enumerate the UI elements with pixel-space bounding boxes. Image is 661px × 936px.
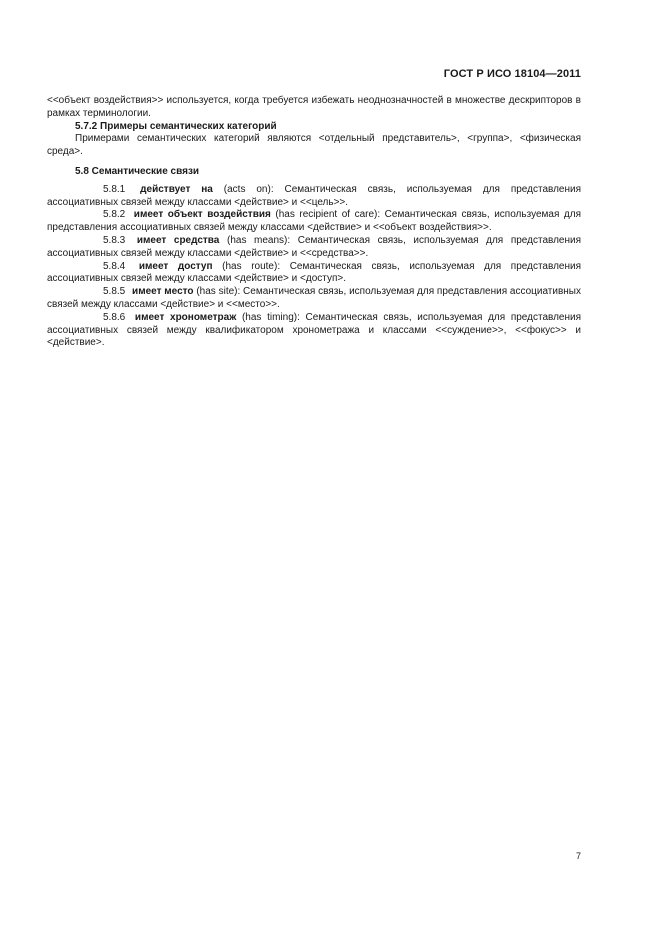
item-text: (has site): Семантическая связь, используемая для представления ассоциативных связей между классами <действие> и <<место>>.	[47, 286, 581, 310]
item-number: 5.8.5	[103, 286, 126, 298]
definition-item	[47, 235, 581, 261]
item-term: имеет объект воздействия	[133, 209, 271, 221]
definition-item	[47, 261, 581, 287]
item-number: 5.8.4	[103, 260, 126, 272]
section-5-7-2-text: Примерами семантических категорий являются <отдельный представитель>, <группа>, <физическая среда>.	[47, 133, 581, 158]
item-text: (acts on): Семантическая связь, используемая для представления ассоциативных связей между классами <действие> и <<цель>>.	[47, 183, 582, 208]
definition-item	[47, 184, 581, 210]
item-term: имеет место	[132, 286, 194, 298]
section-5-7-2-heading: 5.7.2 Примеры семантических категорий	[75, 120, 277, 132]
item-text: (has timing): Семантическая связь, используемая для представления ассоциативных связей между квалификатором хронометража и классами <<суждение>>, <<фокус>> и <действие>.	[47, 311, 582, 349]
item-term: имеет доступ	[138, 260, 213, 272]
definition-item	[47, 286, 581, 312]
item-term: имеет хронометраж	[134, 311, 237, 323]
definition-item	[47, 312, 581, 350]
item-number: 5.8.6	[103, 311, 126, 323]
item-text: (has recipient of care): Семантическая связь, используемая для представления ассоциативных связей между классами <действие> и <<объект воздействия>>.	[47, 209, 581, 234]
item-number: 5.8.3	[103, 234, 126, 246]
item-text: (has means): Семантическая связь, используемая для представления ассоциативных связей между классами <действие> и <<средства>>.	[47, 234, 582, 259]
item-term: имеет средства	[136, 234, 220, 246]
section-5-8-heading: 5.8 Семантические связи	[75, 165, 200, 177]
item-text: (has route): Семантическая связь, используемая для представления ассоциативных связей между классами <действие> и <доступ>.	[47, 260, 581, 285]
item-number: 5.8.1	[103, 183, 126, 195]
page-number: 7	[575, 851, 581, 861]
document-body	[47, 95, 581, 350]
intro-paragraph: <<объект воздействия>> используется, когда требуется избежать неоднозначностей в множестве дескрипторов в рамках терминологии.	[47, 95, 581, 119]
definition-item	[47, 209, 581, 235]
document-standard-code: ГОСТ Р ИСО 18104—2011	[443, 68, 581, 80]
item-term: действует на	[140, 183, 213, 195]
item-number: 5.8.2	[103, 209, 126, 221]
